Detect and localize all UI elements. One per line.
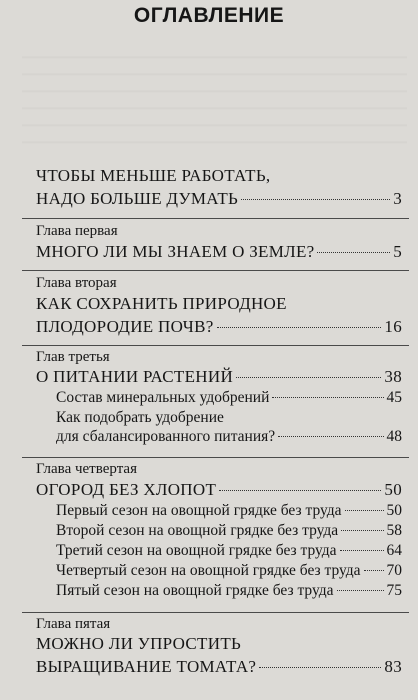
- dot-leader: [272, 397, 383, 398]
- toc-subentry[interactable]: [56, 562, 402, 580]
- entry-title: Третий сезон на овощной грядке без труда: [56, 542, 337, 559]
- entry-title: ВЫРАЩИВАНИЕ ТОМАТА?: [36, 657, 257, 676]
- dot-leader: [317, 252, 390, 253]
- toc-entry-chapter-2-line1: [36, 294, 402, 314]
- toc-entry-chapter-4[interactable]: [36, 480, 402, 500]
- dot-leader: [241, 199, 390, 200]
- toc-subentry[interactable]: [56, 542, 402, 560]
- page-number: 75: [386, 582, 402, 599]
- divider: [22, 345, 409, 346]
- page-number: 45: [386, 389, 402, 406]
- toc-entry-chapter-5[interactable]: [36, 657, 402, 677]
- dot-leader: [341, 530, 383, 531]
- entry-title: Первый сезон на овощной грядке без труда: [56, 502, 342, 519]
- page-number: 70: [386, 562, 402, 579]
- toc-entry-chapter-2[interactable]: [36, 317, 402, 337]
- toc-entry-chapter-5-line1: [36, 634, 402, 654]
- entry-title: Состав минеральных удобрений: [56, 389, 270, 406]
- page-number: 64: [386, 542, 402, 559]
- dot-leader: [236, 377, 381, 378]
- toc-entry-intro[interactable]: [36, 189, 402, 209]
- dot-leader: [345, 510, 384, 511]
- chapter-label-text: Глава пятая: [36, 616, 111, 632]
- toc-entry-chapter-3[interactable]: [36, 367, 402, 387]
- chapter-label-text: Глава четвертая: [36, 461, 137, 477]
- entry-title: для сбалансированного питания?: [56, 428, 276, 445]
- entry-title: Пятый сезон на овощной грядке без труда: [56, 582, 334, 599]
- page-number: 38: [384, 367, 402, 386]
- chapter-label-text: Глава вторая: [36, 275, 117, 291]
- page-number: 16: [384, 317, 402, 336]
- entry-title: Второй сезон на овощной грядке без труда: [56, 522, 339, 539]
- chapter-label-text: Глав третья: [36, 349, 110, 365]
- chapter-label: [36, 349, 402, 366]
- dot-leader: [364, 570, 384, 571]
- entry-title: МОЖНО ЛИ УПРОСТИТЬ: [36, 634, 242, 653]
- toc-subentry[interactable]: [56, 502, 402, 520]
- page-number: 83: [384, 657, 402, 676]
- dot-leader: [278, 436, 383, 437]
- entry-title: Как подобрать удобрение: [56, 409, 224, 426]
- page-number: 48: [386, 428, 402, 445]
- page-number: 5: [393, 242, 402, 261]
- dot-leader: [217, 327, 382, 328]
- show-through-text: [22, 42, 407, 157]
- entry-title: КАК СОХРАНИТЬ ПРИРОДНОЕ: [36, 294, 287, 313]
- chapter-label: [36, 223, 402, 240]
- toc-subentry[interactable]: [56, 428, 402, 446]
- dot-leader: [337, 590, 384, 591]
- toc-subentry-line1: [56, 409, 402, 427]
- chapter-label: [36, 461, 402, 478]
- divider: [22, 612, 409, 613]
- entry-title: Четвертый сезон на овощной грядке без труда: [56, 562, 361, 579]
- chapter-label: [36, 616, 402, 633]
- toc-subentry[interactable]: [56, 582, 402, 600]
- divider: [22, 457, 409, 458]
- divider: [22, 218, 409, 219]
- page-number: 58: [386, 522, 402, 539]
- toc-entry-chapter-1[interactable]: [36, 242, 402, 262]
- dot-leader: [259, 667, 381, 668]
- divider: [22, 270, 409, 271]
- page-number: 3: [393, 189, 402, 208]
- entry-title: ОГОРОД БЕЗ ХЛОПОТ: [36, 480, 217, 499]
- entry-title: ПЛОДОРОДИЕ ПОЧВ?: [36, 317, 214, 336]
- chapter-label-text: Глава первая: [36, 223, 118, 239]
- toc-subentry[interactable]: [56, 389, 402, 407]
- page-number: 50: [386, 502, 402, 519]
- dot-leader: [340, 550, 384, 551]
- entry-title: МНОГО ЛИ МЫ ЗНАЕМ О ЗЕМЛЕ?: [36, 242, 315, 261]
- entry-title: ЧТОБЫ МЕНЬШЕ РАБОТАТЬ,: [36, 166, 271, 185]
- entry-title: О ПИТАНИИ РАСТЕНИЙ: [36, 367, 234, 386]
- toc-entry-intro-line1: [36, 166, 402, 186]
- dot-leader: [219, 490, 381, 491]
- page-title: ОГЛАВЛЕНИЕ: [133, 4, 285, 27]
- toc-subentry[interactable]: [56, 522, 402, 540]
- entry-title: НАДО БОЛЬШЕ ДУМАТЬ: [36, 189, 239, 208]
- chapter-label: [36, 275, 402, 292]
- page-number: 50: [384, 480, 402, 499]
